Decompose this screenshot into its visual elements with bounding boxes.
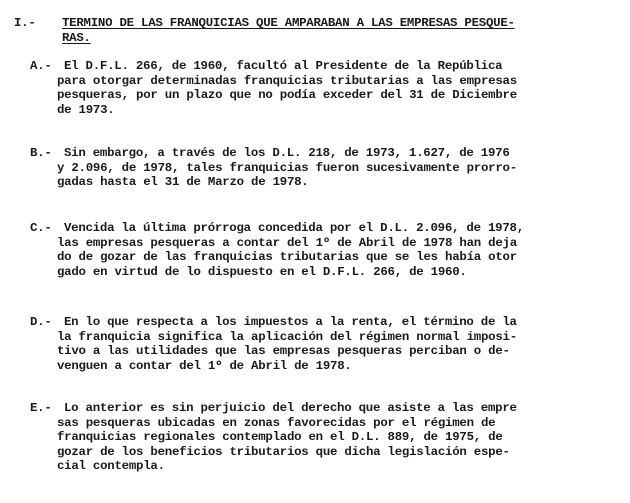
section-title [62,16,614,45]
paragraph-line: do de gozar de las franquicias tributarias que se les había otor [57,250,517,265]
paragraph-line: pesqueras, por un plazo que no podía exceder del 31 de Diciembre [57,88,517,103]
paragraph-letter: C.- [30,221,52,235]
paragraph-line: cial contempla. [57,459,165,474]
paragraph-line: venguen a contar del 1º de Abril de 1978. [57,358,352,373]
paragraph-line: Sin embargo, a través de los D.L. 218, de 1973, 1.627, de 1976 [64,146,510,160]
section-heading [14,16,614,45]
paragraph-line: Vencida la última prórroga concedida por el D.L. 2.096, de 1978, [64,221,524,235]
paragraph-d [30,315,615,373]
paragraph-line: para otorgar determinadas franquicias tributarias a las empresas [57,73,517,88]
paragraph-line: y 2.096, de 1978, tales franquicias fueron sucesivamente prorro- [57,160,517,175]
paragraph-line: tivo a las utilidades que las empresas pesqueras perciban o de- [57,344,510,359]
paragraph-a [30,59,615,117]
paragraph-line: El D.F.L. 266, de 1960, facultó al Presidente de la República [64,59,503,73]
section-number: I.- [14,16,36,30]
paragraph-letter: A.- [30,59,52,73]
paragraph-line: gozar de los beneficios tributarios que dicha legislación espe- [57,444,510,459]
paragraph-line: gadas hasta el 31 de Marzo de 1978. [57,175,309,190]
paragraph-b [30,146,615,190]
paragraph-line: gado en virtud de lo dispuesto en el D.F.L. 266, de 1960. [57,264,467,279]
paragraph-c [30,221,615,279]
paragraph-line: franquicias regionales contemplado en el D.L. 889, de 1975, de [57,430,503,445]
section-title-line: TERMINO DE LAS FRANQUICIAS QUE AMPARABAN A LAS EMPRESAS PESQUE- [62,16,515,30]
paragraph-letter: B.- [30,146,52,160]
paragraph-letter: D.- [30,315,52,329]
paragraph-e [30,401,615,474]
paragraph-line: las empresas pesqueras a contar del 1º de Abril de 1978 han deja [57,235,517,250]
paragraph-line: la franquicia significa la aplicación del régimen normal imposi- [57,329,517,344]
paragraph-letter: E.- [30,401,52,415]
paragraph-line: Lo anterior es sin perjuicio del derecho que asiste a las empre [64,401,517,415]
paragraph-line: En lo que respecta a los impuestos a la renta, el término de la [64,315,517,329]
section-title-line: RAS. [62,30,91,45]
paragraph-line: sas pesqueras ubicadas en zonas favorecidas por el régimen de [57,415,496,430]
paragraph-line: de 1973. [57,102,115,117]
